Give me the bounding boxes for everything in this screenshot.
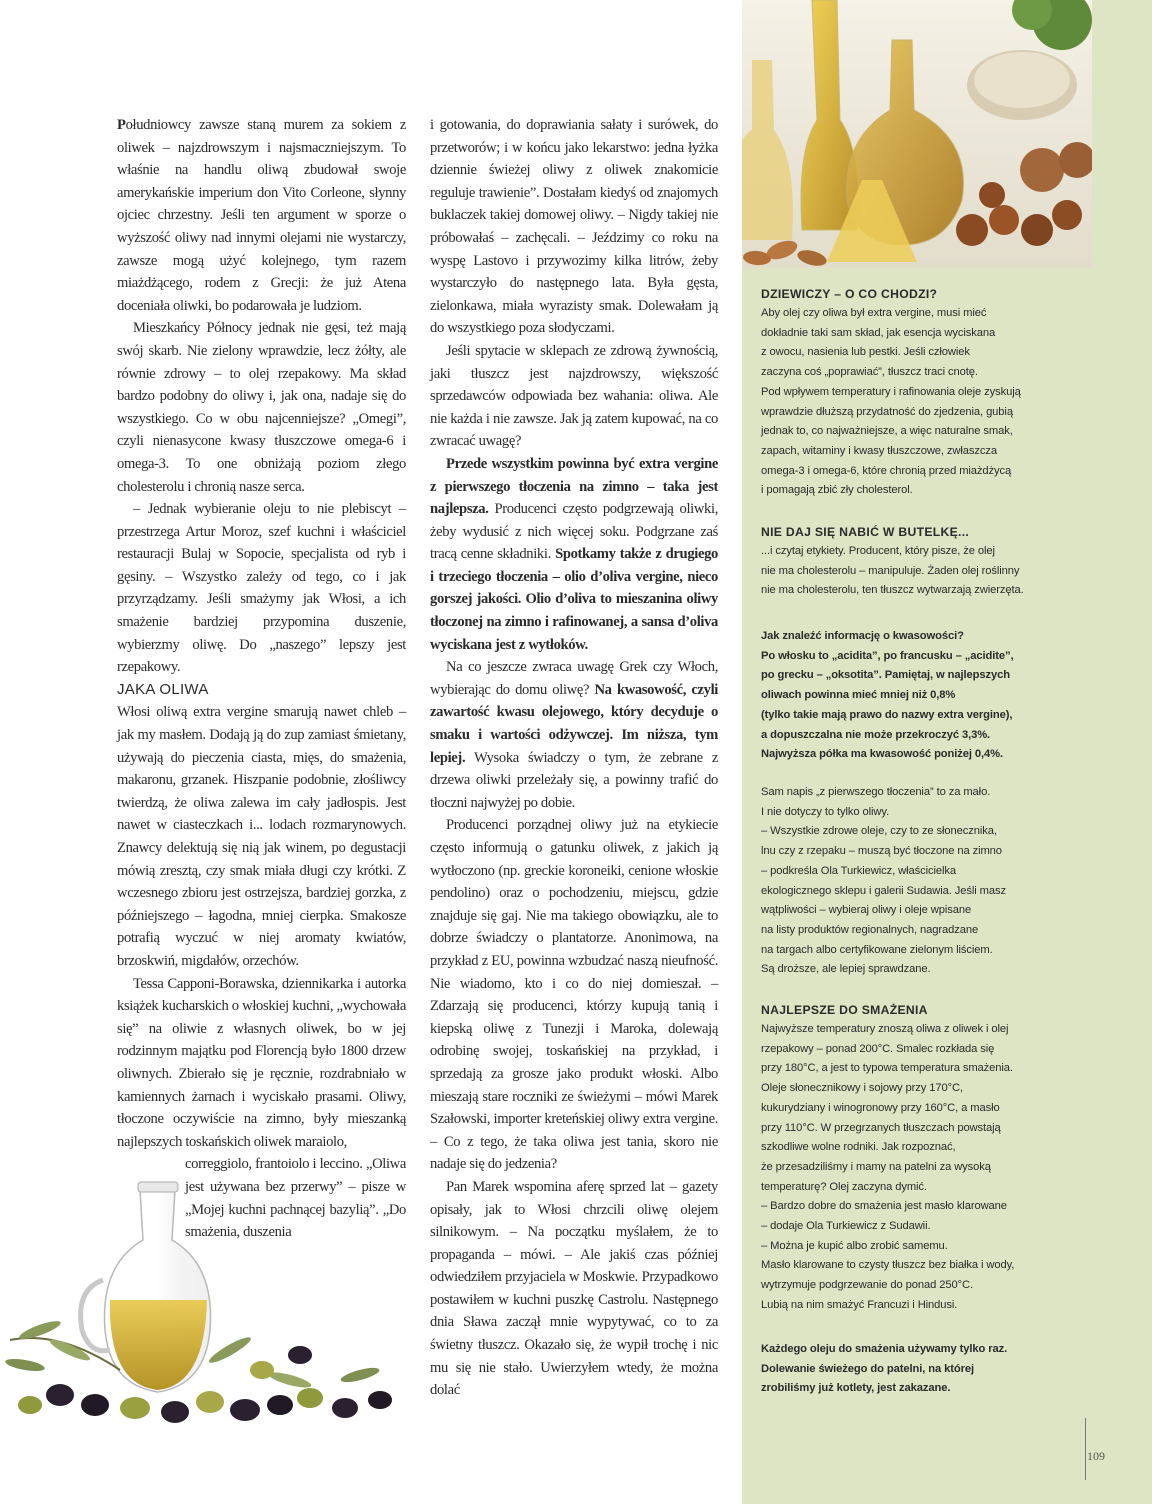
paragraph: i gotowania, do doprawiania sałaty i surówek, do przetworów; i w końcu jako lekarstwo: jedna łyżka dziennie świeżej oliwy z oliwek znakomicie reguluje trawienie”. Dostałam kiedyś od znajomych buklaczek takiej domowej oliwy. – Nigdy takiej nie próbowałaś – zachęcali. – Jeździmy co roku na wyspę Lastovo i przywozimy kilka litrów, żeby wystarczyło do następnego lata. Była gęsta, zielonkawa, miała wyrazisty smak. Dolewałam ją do wszystkiego poza słodyczami. <box>430 117 718 337</box>
paragraph: Pan Marek wspomina aferę sprzed lat – gazety opisały, jak to Włosi chrzcili oliwę olejem silnikowym. – Na początku myślałem, że to propaganda – mówi. – Ale jakiś czas później odwiedziłem przyjaciela w Moskwie. Przypadkowo postawiłem w kuchni puszkę Castrolu. Następnego dnia Sława zaczął mnie wypytywać, co to za świetny tłuszcz. Okazało się, że wypił trochę i nic mu się nie stało. Uwierzyłem wtedy, że można dolać <box>430 1178 718 1399</box>
paragraph: Przede wszystkim powinna być extra vergine z pierwszego tłoczenia na zimno – taka jest najlepsza. Producenci często podgrzewają oliwki, żeby wydusić z nich więcej soku. Podgrzane zaś tracą cenne składniki. Spotkamy także z drugiego i trzeciego tłoczenia – olio d’oliva vergine, nieco gorszej jakości. Olio d’oliva to mieszanina oliwy tłoczonej na zimno i rafinowanej, a sansa d’oliva wyciskana jest z wytłoków. <box>430 455 718 653</box>
sidebar-section-bottle: NIE DAJ SIĘ NABIĆ W BUTELKĘ... ...i czytaj etykiety. Producent, który pisze, że olej nie ma cholesterolu – manipuluje. Żaden olej roślinny nie ma cholesterolu, ten tłuszcz wytwarzają zwierzęta. <box>761 523 1061 601</box>
paragraph: Jeśli spytacie w sklepach ze zdrową żywnością, jaki tłuszcz jest najzdrowszy, większość sprzedawców odpowiada bez wahania: oliwa. Ale nie każda i nie zawsze. Jak ją zatem kupować, na co zwracać uwagę? <box>430 342 718 450</box>
sidebar-section-frying: NAJLEPSZE DO SMAŻENIA Najwyższe temperatury znoszą oliwa z oliwek i olej rzepakowy – ponad 200°C. Smalec rozkłada się przy 180°C, a jest to typowa temperatura smażenia. Oleje słonecznikowy i sojowy przy 170°C, kukurydziany i winogronowy przy 160°C, a masło przy 110°C. W przegrzanych tłuszczach powstają szkodliwe wolne rodniki. Jak rozpoznać, że przesadziliśmy i mamy na patelni za wysoką temperaturę? Olej zaczyna dymić. – Bardzo dobre do smażenia jest masło klarowane – dodaje Ola Turkiewicz z Sudawii. – Można je kupić albo zrobić samemu. Masło klarowane to czysty tłuszcz bez białka i wody, wytrzymuje podgrzewanie do ponad 250°C. Lubią na nim smażyć Francuzi i Hindusi. <box>761 1001 1061 1316</box>
page-number-rule <box>1085 1418 1086 1480</box>
sidebar-heading: DZIEWICZY – O CO CHODZI? <box>761 287 938 301</box>
sidebar-heading: NAJLEPSZE DO SMAŻENIA <box>761 1003 928 1017</box>
paragraph: Producenci porządnej oliwy już na etykiecie często informują o gatunku oliwek, z jakich ją wytłoczono (np. greckie koroneiki, cenione włoskie pendolino) oraz o pochodzeniu, miejscu, gdzie znajduje się gaj. Nie ma takiego obowiązku, ale to dobrze świadczy o plantatorze. Anonimowa, na przykład z EU, powinna wzbudzać naszą nieufność. Nie wiadomo, kto i co do niej domieszał. – Zdarzają się producenci, którzy kupują tanią i kiepską oliwę z Tunezji i Maroka, dolewają odrobinę swojej, toskańskiej na przykład, i sprzedają za grosze jako produkt włoski. Albo mieszają stare roczniki ze świeżymi – mówi Marek Szałowski, importer kreteńskiej oliwy extra vergine. – Co z tego, że taka oliwa jest tania, skoro nie nadaje się do jedzenia? <box>430 817 718 1173</box>
olive-oil-jug-photo <box>0 1180 420 1430</box>
oil-bottles-photo <box>742 0 1092 268</box>
page-number: 109 <box>1087 1449 1105 1463</box>
paragraph: correggiolo, frantoiolo i leccino. „Oliwa jest używana bez przerwy” – pisze w „Mojej kuchni pachnącej bazylią”. „Do smażenia, duszenia <box>185 1156 406 1241</box>
paragraph: Tessa Capponi-Borawska, dziennikarka i autorka książek kucharskich o włoskiej kuchni, „wychowała się” na oliwie z własnych oliwek, bo w jej rodzinnym majątku pod Florencją było 1800 drzew oliwnych. Zbierało się je ręcznie, rozdrabniało w kamiennych żarnach i wyciskało prasami. Oliwy, tłoczone oczywiście na zimno, były mieszanką najlepszych toskańskich oliwek maraiolo, <box>117 975 406 1150</box>
article-column-2 <box>430 114 718 1402</box>
paragraph: Włosi oliwą extra vergine smarują nawet chleb – jak my masłem. Dodają ją do zup zamiast śmietany, używają do pieczenia ciasta, mięs, do smażenia, makaronu, grzanek. Hiszpanie podobnie, złośliwcy twierdzą, że oliwa zalewa im cały jadłospis. Jest nawet w ciasteczkach i... lodach rozmarynowych. Znawcy delektują się nią jak winem, po degustacji mówią zresztą, czy smak miała długi czy krótki. Z wczesnego zbioru jest ostrzejsza, bardziej gorzka, z późniejszego – łagodna, mniej cierpka. Smakosze potrafią wyczuć w niej aromaty kwiatów, brzoskwiń, migdałów, orzechów. <box>117 704 406 969</box>
sidebar-section-reuse-warning: Każdego oleju do smażenia używamy tylko raz. Dolewanie świeżego do patelni, na której zrobiliśmy już kotlety, jest zakazane. <box>761 1343 1008 1395</box>
sidebar-section-cold-pressed: Sam napis „z pierwszego tłoczenia” to za mało. I nie dotyczy to tylko oliwy. – Wszystkie zdrowe oleje, czy to ze słonecznika, lnu czy z rzepaku – muszą być tłoczone na zimno – podkreśla Ola Turkiewicz, właścicielka ekologicznego sklepu i galerii Sudawia. Jeśli masz wątpliwości – wybieraj oliwy i oleje wpisane na listy produktów regionalnych, nagradzane na targach albo certyfikowane zielonym liściem. Są droższe, ale lepiej sprawdzane. <box>761 786 1006 976</box>
section-heading: JAKA OLIWA <box>117 680 209 698</box>
sidebar-section-acidity: Jak znaleźć informację o kwasowości? Po włosku to „acidita”, po francusku – „acidite”, po grecku – „oksotita”. Pamiętaj, w najlepszych oliwach powinna mieć mniej niż 0,8% (tylko takie mają prawo do nazwy extra vergine), a dopuszczalna nie może przekroczyć 3,3%. Najwyższa półka ma kwasowość poniżej 0,4%. <box>761 630 1014 761</box>
paragraph: Na co jeszcze zwraca uwagę Grek czy Włoch, wybierając do domu oliwę? Na kwasowość, czyli zawartość kwasu olejowego, który decyduje o smaku i wartości odżywczej. Im niższa, tym lepiej. Wysoka świadczy o tym, że zebrane z drzewa oliwki przeleżały się, a powinny trafić do tłoczni najwyżej po dobie. <box>430 659 718 811</box>
drop-cap: P <box>117 117 126 133</box>
paragraph: Mieszkańcy Północy jednak nie gęsi, też mają swój skarb. Nie zielony wprawdzie, lecz żółty, ale równie zdrowy – to olej rzepakowy. Ma skład bardzo podobny do oliwy i, jak ona, nadaje się do wszystkiego. Co w obu najcenniejsze? „Omegi”, czyli nienasycone kwasy tłuszczowe omega-6 i omega-3. To one obniżają poziom złego cholesterolu i chronią nasze serca. <box>117 320 406 495</box>
sidebar-heading: NIE DAJ SIĘ NABIĆ W BUTELKĘ... <box>761 525 970 539</box>
paragraph: – Jednak wybieranie oleju to nie plebiscyt – przestrzega Artur Moroz, szef kuchni i właściciel restauracji Bulaj w Sopocie, specjalista od ryb i gęsiny. – Wszystko zależy od tego, co i jak przyrządzamy. Jeśli smażymy jak Włosi, a ich smażenie bardziej przypomina duszenie, wybierzmy oliwę. Do „naszego” lepszy jest rzepakowy. <box>117 501 406 676</box>
paragraph: Południowcy zawsze staną murem za sokiem z oliwek – najzdrowszym i najsmaczniejszym. To właśnie na handlu oliwą zbudował swoje amerykańskie imperium don Vito Corleone, słynny ojciec chrzestny. Jeśli ten argument w sporze o wyższość oliwy nad innymi olejami nie wystarczy, zawsze mogą użyć kolejnego, tym razem miażdżącego, rodem z Grecji: że już Atena doceniała oliwki, bo podarowała je ludziom. <box>117 117 406 314</box>
article-column-1 <box>117 114 406 1244</box>
sidebar-section-virgin: DZIEWICZY – O CO CHODZI? Aby olej czy oliwa był extra vergine, musi mieć dokładnie taki sam skład, jak esencja wyciskana z owocu, nasienia lub pestki. Jeśli człowiek zaczyna coś „poprawiać”, tłuszcz traci cnotę. Pod wpływem temperatury i rafinowania oleje zyskują wprawdzie dłuższą przydatność do zjedzenia, gubią jednak to, co najważniejsze, a więc naturalne smak, zapach, witaminy i kwasy tłuszczowe, zwłaszcza omega-3 i omega-6, które chronią przed miażdżycą i pomagają zbić zły cholesterol. <box>761 285 1061 501</box>
